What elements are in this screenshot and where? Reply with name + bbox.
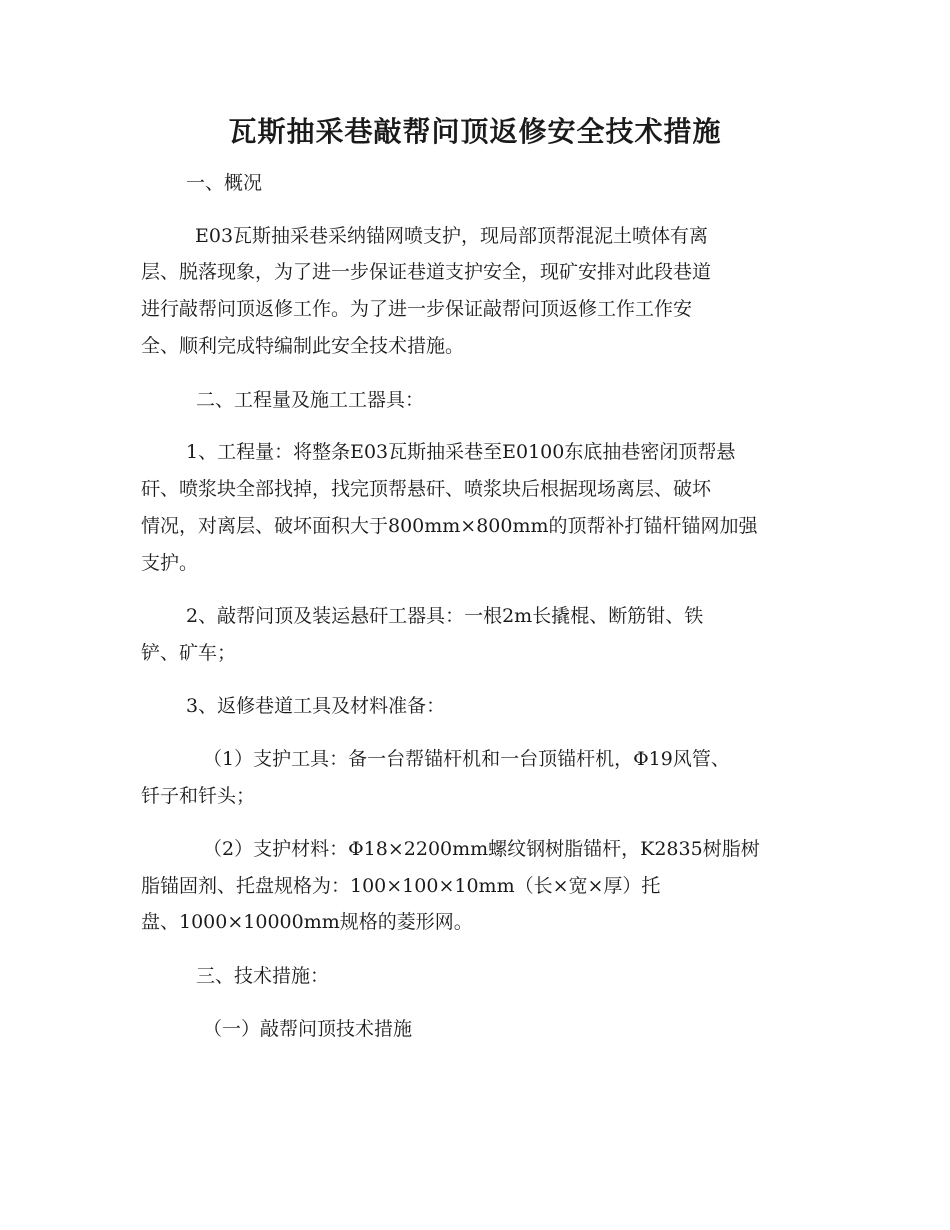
paragraph-line: 铲、矿车；	[141, 642, 237, 664]
paragraph-line: 矸、喷浆块全部找掉，找完顶帮悬矸、喷浆块后根据现场离层、破坏	[141, 478, 712, 500]
paragraph-line: 进行敲帮问顶返修工作。为了进一步保证敲帮问顶返修工作工作安	[141, 298, 693, 320]
document-title: 瓦斯抽采巷敲帮问顶返修安全技术措施	[228, 115, 722, 148]
paragraph-line: 1、工程量：将整条E03瓦斯抽采巷至E0100东底抽巷密闭顶帮悬	[186, 441, 736, 463]
paragraph-line: 2、敲帮问顶及装运悬矸工器具：一根2m长撬棍、断筋钳、铁	[186, 605, 704, 627]
paragraph-line: 盘、1000×10000mm规格的菱形网。	[141, 911, 473, 933]
paragraph-line: （2）支护材料：Φ18×2200mm螺纹钢树脂锚杆，K2835树脂树	[203, 838, 760, 860]
paragraph-line: 脂锚固剂、托盘规格为：100×100×10mm（长×宽×厚）托	[141, 875, 661, 897]
paragraph-line: 3、返修巷道工具及材料准备：	[186, 695, 446, 717]
paragraph-line: 层、脱落现象，为了进一步保证巷道支护安全，现矿安排对此段巷道	[141, 261, 712, 283]
section-heading-overview: 一、概况	[186, 172, 263, 194]
paragraph-line: 钎子和钎头；	[141, 785, 256, 807]
paragraph-line: E03瓦斯抽采巷采纳锚网喷支护，现局部顶帮混泥土喷体有离	[195, 225, 709, 247]
section-heading-technical-measures: 三、技术措施：	[196, 965, 330, 987]
paragraph-line: （1）支护工具：备一台帮锚杆机和一台顶锚杆机，Φ19风管、	[203, 748, 730, 770]
subsection-heading: （一）敲帮问顶技术措施	[203, 1018, 413, 1040]
paragraph-line: 情况，对离层、破坏面积大于800mm×800mm的顶帮补打锚杆锚网加强	[141, 515, 758, 537]
paragraph-line: 支护。	[141, 552, 199, 574]
section-heading-workload: 二、工程量及施工工器具：	[196, 389, 425, 411]
paragraph-line: 全、顺利完成特编制此安全技术措施。	[141, 335, 465, 357]
